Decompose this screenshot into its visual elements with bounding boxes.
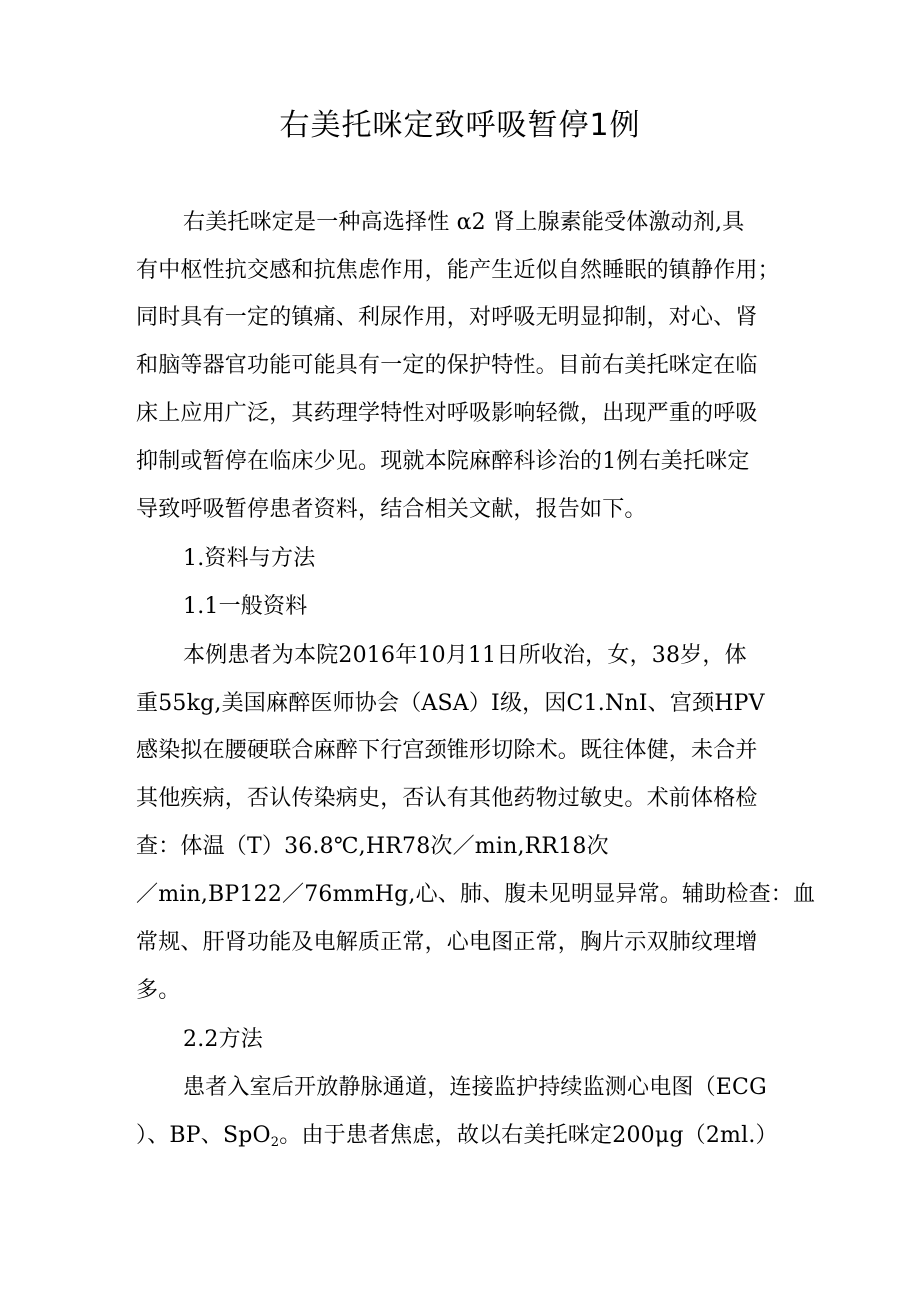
paragraph-line: ／min,BP122／76mmHg,心、肺、腹未见明显异常。辅助检查：血	[136, 882, 816, 907]
subsection-heading: 1.1一般资料	[183, 594, 308, 619]
text-run: ）、BP、SpO	[136, 1123, 271, 1148]
paragraph-line: 患者入室后开放静脉通道，连接监护持续监测心电图（ECG	[183, 1075, 767, 1100]
paragraph-line: 查：体温（T）36.8℃,HR78次／min,RR18次	[136, 834, 609, 859]
paragraph-line: 床上应用广泛，其药理学特性对呼吸影响轻微，出现严重的呼吸	[136, 401, 758, 426]
paragraph-line: 抑制或暂停在临床少见。现就本院麻醉科诊治的1例右美托咪定	[136, 449, 750, 474]
paragraph-line: 导致呼吸暂停患者资料，结合相关文献，报告如下。	[136, 497, 647, 522]
subsection-heading: 2.2方法	[183, 1027, 263, 1052]
paragraph-line: 同时具有一定的镇痛、利尿作用，对呼吸无明显抑制，对心、肾	[136, 305, 758, 330]
paragraph-line: 和脑等器官功能可能具有一定的保护特性。目前右美托咪定在临	[136, 353, 758, 378]
text-run: 。由于患者焦虑，故以右美托咪定200μg（2ml.）	[279, 1123, 778, 1148]
paragraph-line: 常规、肝肾功能及电解质正常，心电图正常，胸片示双肺纹理增	[136, 930, 758, 955]
paragraph-line: 感染拟在腰硬联合麻醉下行宫颈锥形切除术。既往体健，未合并	[136, 738, 758, 763]
paragraph-line: 多。	[136, 978, 181, 1003]
paragraph-line: 本例患者为本院2016年10月11日所收治，女，38岁，体	[183, 643, 747, 668]
subscript: 2	[270, 1135, 280, 1150]
paragraph-line	[136, 1121, 778, 1158]
paragraph-line: 右美托咪定是一种高选择性 α2 肾上腺素能受体激动剂,具	[183, 210, 745, 235]
paragraph-line: 重55kg,美国麻醉医师协会（ASA）I级，因C1.NnI、宫颈HPV	[136, 691, 765, 716]
document-title: 右美托咪定致呼吸暂停1例	[279, 108, 641, 143]
paragraph-line: 其他疾病，否认传染病史，否认有其他药物过敏史。术前体格检	[136, 786, 758, 811]
section-heading: 1.资料与方法	[183, 546, 316, 571]
paragraph-line: 有中枢性抗交感和抗焦虑作用，能产生近似自然睡眠的镇静作用；	[136, 258, 780, 283]
